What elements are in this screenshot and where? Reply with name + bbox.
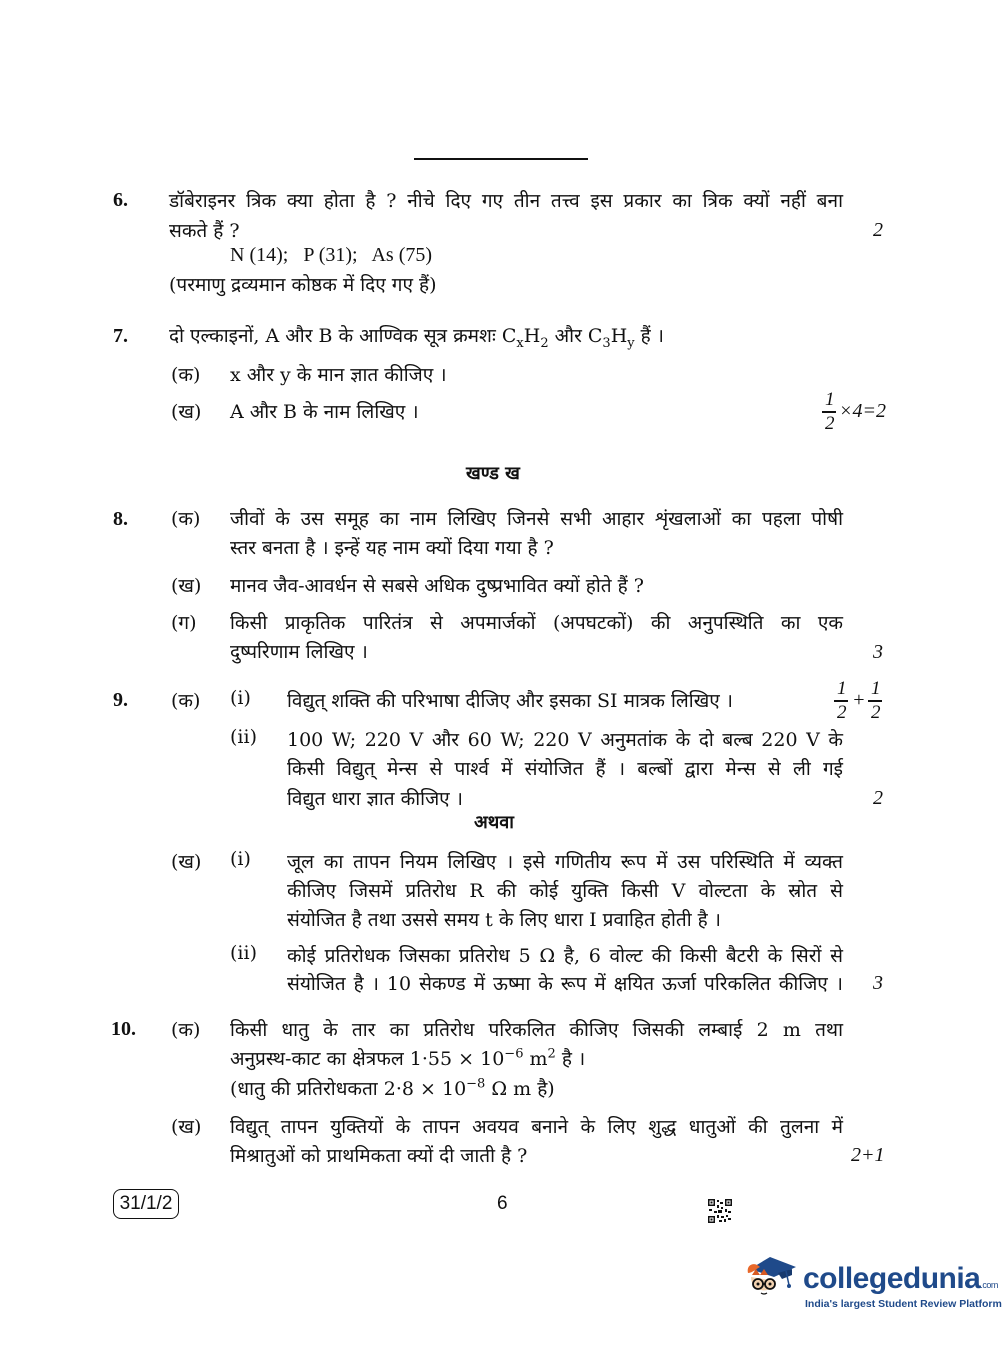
qr-code-icon — [708, 1199, 732, 1223]
q10-kha-line2: मिश्रातुओं को प्राथमिकता क्यों दी जाती है ? — [230, 1145, 528, 1167]
q9-i-marks-plus: + — [852, 689, 866, 711]
q10-ka-line2: अनुप्रस्थ-काट का क्षेत्रफल $1\cdot 55 \times 10^{-6}$ $m^2$ है । — [230, 1046, 586, 1070]
q9-b-marks: 3 — [873, 972, 883, 994]
q8-part-kha-text: मानव जैव-आवर्धन से सबसे अधिक दुष्प्रभावित क्यों होते हैं ? — [230, 575, 644, 597]
q7-part-kha-text: A और B के नाम लिखिए । — [230, 401, 419, 423]
q6-note: (परमाणु द्रव्यमान कोष्ठक में दिए गए हैं) — [169, 274, 437, 296]
paper-code-badge: 31/1/2 — [113, 1189, 179, 1219]
collegedunia-tagline: India's largest Student Review Platform — [805, 1298, 1002, 1310]
q9-b-i-line3: संयोजित है तथा उससे समय t के लिए धारा I प्रवाहित होती है । — [287, 909, 721, 931]
section-heading: खण्ड ख — [466, 463, 520, 484]
page-number: 6 — [497, 1193, 508, 1214]
q9-ii-line2: किसी विद्युत् मेन्स से पार्श्व में संयोजित हैं । बल्बों द्वारा मेन्स से ली गई — [287, 758, 843, 780]
q9-ii-line3: विद्युत धारा ज्ञात कीजिए । — [287, 788, 463, 810]
q9-b-i-line1: जूल का तापन नियम लिखिए । इसे गणितीय रूप में उस परिस्थिति में व्यक्त — [287, 851, 843, 873]
q8-part-ga-line2: दुष्परिणाम लिखिए । — [230, 641, 368, 663]
q7-part-ka-label: (क) — [171, 364, 201, 386]
q9-ii-line1: 100 W; 220 V और 60 W; 220 V अनुमतांक के दो बल्ब 220 V के — [287, 729, 843, 751]
top-rule — [414, 158, 588, 160]
q9-b-ii-line1: कोई प्रतिरोधक जिसका प्रतिरोध 5 Ω है, 6 वोल्ट की किसी बैटरी के सिरों से — [287, 945, 843, 967]
question-number-10: 10. — [111, 1018, 136, 1040]
q9-b-ii-label: (ii) — [230, 942, 257, 964]
question-number-8: 8. — [113, 508, 128, 530]
q9-part-kha-label: (ख) — [171, 851, 202, 873]
q9-b-ii-line2: संयोजित है । 10 सेकण्ड में ऊष्मा के रूप में क्षयित ऊर्जा परिकलित कीजिए । — [287, 973, 843, 995]
q10-marks: 2+1 — [851, 1144, 885, 1166]
question-number-7: 7. — [113, 325, 128, 347]
q9-or-label: अथवा — [474, 812, 514, 833]
q8-part-ka-label: (क) — [171, 508, 201, 530]
q9-part-ka-label: (क) — [171, 690, 201, 712]
q9-i-text: विद्युत् शक्ति की परिभाषा दीजिए और इसका SI मात्रक लिखिए । — [287, 690, 734, 712]
q10-part-kha-label: (ख) — [171, 1116, 202, 1138]
q9-i-label: (i) — [230, 687, 251, 709]
q7-part-kha-label: (ख) — [171, 401, 202, 423]
collegedunia-mascot-logo — [742, 1251, 800, 1307]
q10-ka-line1: किसी धातु के तार का प्रतिरोध परिकलित कीजिए जिसकी लम्बाई 2 m तथा — [230, 1019, 843, 1041]
q9-ii-label: (ii) — [230, 726, 257, 748]
q7-stem: दो एल्काइनों, A और B के आण्विक सूत्र क्रमशः $C_xH_2$ और $C_3H_y$ हैं । — [169, 325, 665, 351]
question-number-6: 6. — [113, 189, 128, 211]
q6-line1: डॉबेराइनर त्रिक क्या होता है ? नीचे दिए गए तीन तत्त्व इस प्रकार का त्रिक क्यों नहीं बना — [169, 190, 843, 212]
question-number-9: 9. — [113, 689, 128, 711]
q6-marks: 2 — [873, 219, 883, 241]
q10-ka-line3: (धातु की प्रतिरोधकता $2\cdot 8 \times 10^{-8}$ Ω m है) — [230, 1076, 555, 1100]
q8-part-ka-line1: जीवों के उस समूह का नाम लिखिए जिनसे सभी आहार शृंखलाओं का पहला पोषी — [230, 508, 843, 530]
collegedunia-wordmark: collegedunia.com — [803, 1262, 998, 1295]
q6-line2: सकते हैं ? — [169, 220, 240, 242]
q8-part-ka-line2: स्तर बनता है । इन्हें यह नाम क्यों दिया गया है ? — [230, 537, 554, 559]
q8-part-ga-line1: किसी प्राकृतिक पारितंत्र से अपमार्जकों (अपघटकों) की अनुपस्थिति का एक — [230, 612, 843, 634]
q7-marks-rest: ×4=2 — [839, 400, 886, 422]
q9-b-i-label: (i) — [230, 848, 251, 870]
q6-elements: N (14); P (31); As (75) — [230, 244, 433, 266]
q9-b-i-line2: कीजिए जिसमें प्रतिरोध R की कोई युक्ति किसी V वोल्टता के स्रोत से — [287, 880, 843, 902]
q8-part-ga-label: (ग) — [171, 612, 197, 634]
q10-part-ka-label: (क) — [171, 1019, 201, 1041]
q9-ii-marks: 2 — [873, 787, 883, 809]
q10-kha-line1: विद्युत् तापन युक्तियों के तापन अवयव बनाने के लिए शुद्ध धातुओं की तुलना में — [230, 1116, 843, 1138]
q7-part-ka-text: x और y के मान ज्ञात कीजिए । — [230, 364, 447, 386]
q8-part-kha-label: (ख) — [171, 575, 202, 597]
q8-marks: 3 — [873, 641, 883, 663]
